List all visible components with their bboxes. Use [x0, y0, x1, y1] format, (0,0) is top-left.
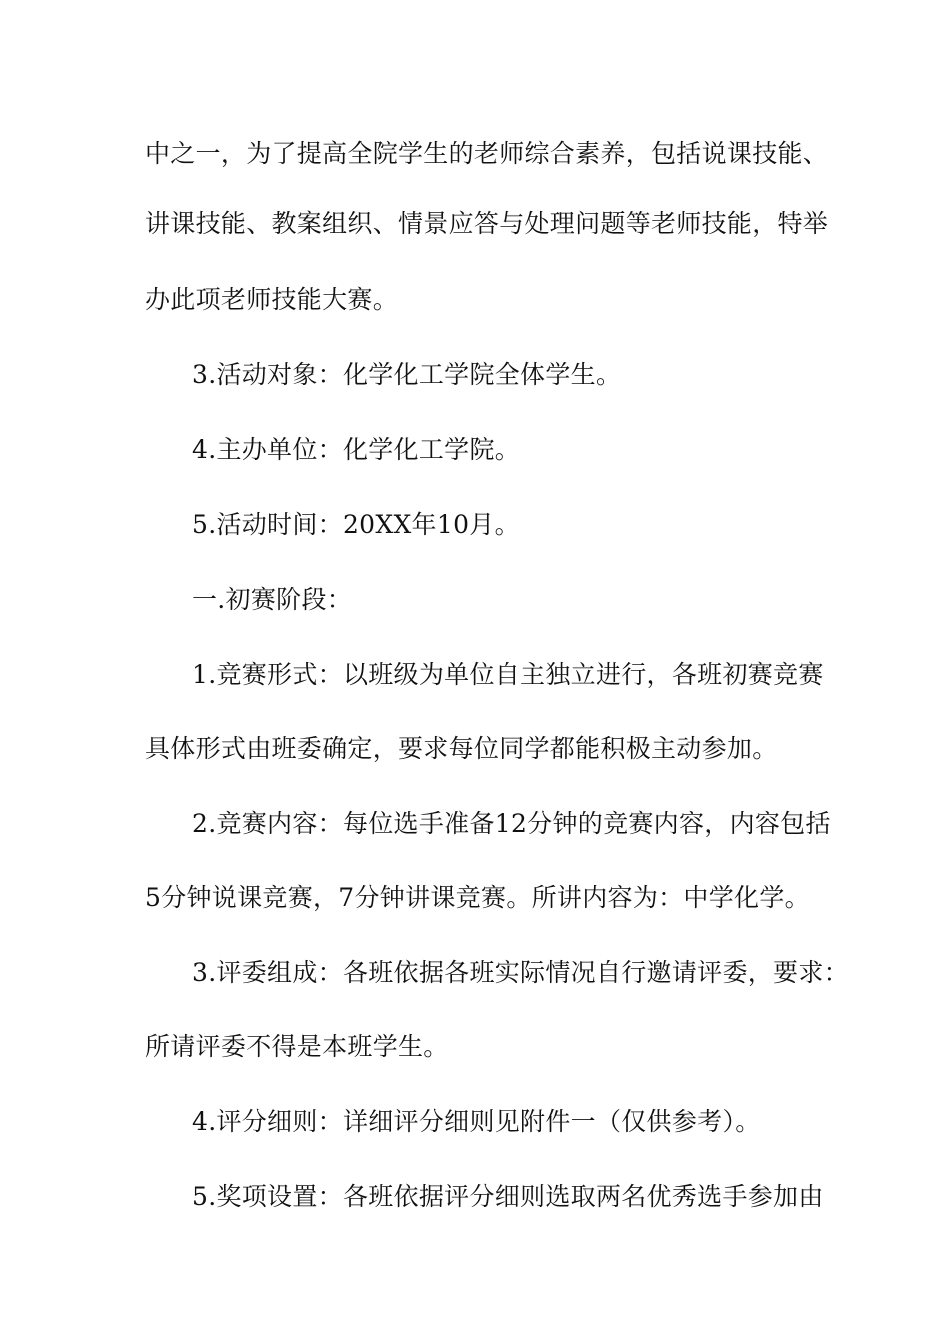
item-organizer: 4.主办单位：化学化工学院。 — [192, 435, 521, 464]
item-awards: 5.奖项设置：各班依据评分细则选取两名优秀选手参加由 — [192, 1182, 824, 1211]
item-judges: 3.评委组成：各班依据各班实际情况自行邀请评委，要求： — [192, 958, 849, 987]
item-competition-format: 1.竞赛形式：以班级为单位自主独立进行，各班初赛竞赛 — [192, 660, 824, 689]
item-activity-time: 5.活动时间：20XX年10月。 — [192, 510, 520, 539]
item-activity-target: 3.活动对象：化学化工学院全体学生。 — [192, 360, 622, 389]
body-text-line: 讲课技能、教案组织、情景应答与处理问题等老师技能，特举 — [145, 209, 829, 238]
body-text-line: 办此项老师技能大赛。 — [145, 285, 399, 314]
item-competition-content: 2.竞赛内容：每位选手准备12分钟的竞赛内容，内容包括 — [192, 809, 831, 838]
item-scoring-rules: 4.评分细则：详细评分细则见附件一（仅供参考）。 — [192, 1107, 761, 1136]
section-heading-preliminary: 一.初赛阶段： — [192, 585, 353, 614]
body-text-line: 中之一，为了提高全院学生的老师综合素养，包括说课技能、 — [145, 139, 829, 168]
body-text-line: 具体形式由班委确定，要求每位同学都能积极主动参加。 — [145, 734, 778, 763]
body-text-line: 5分钟说课竞赛，7分钟讲课竞赛。所讲内容为：中学化学。 — [145, 883, 810, 912]
body-text-line: 所请评委不得是本班学生。 — [145, 1032, 449, 1061]
